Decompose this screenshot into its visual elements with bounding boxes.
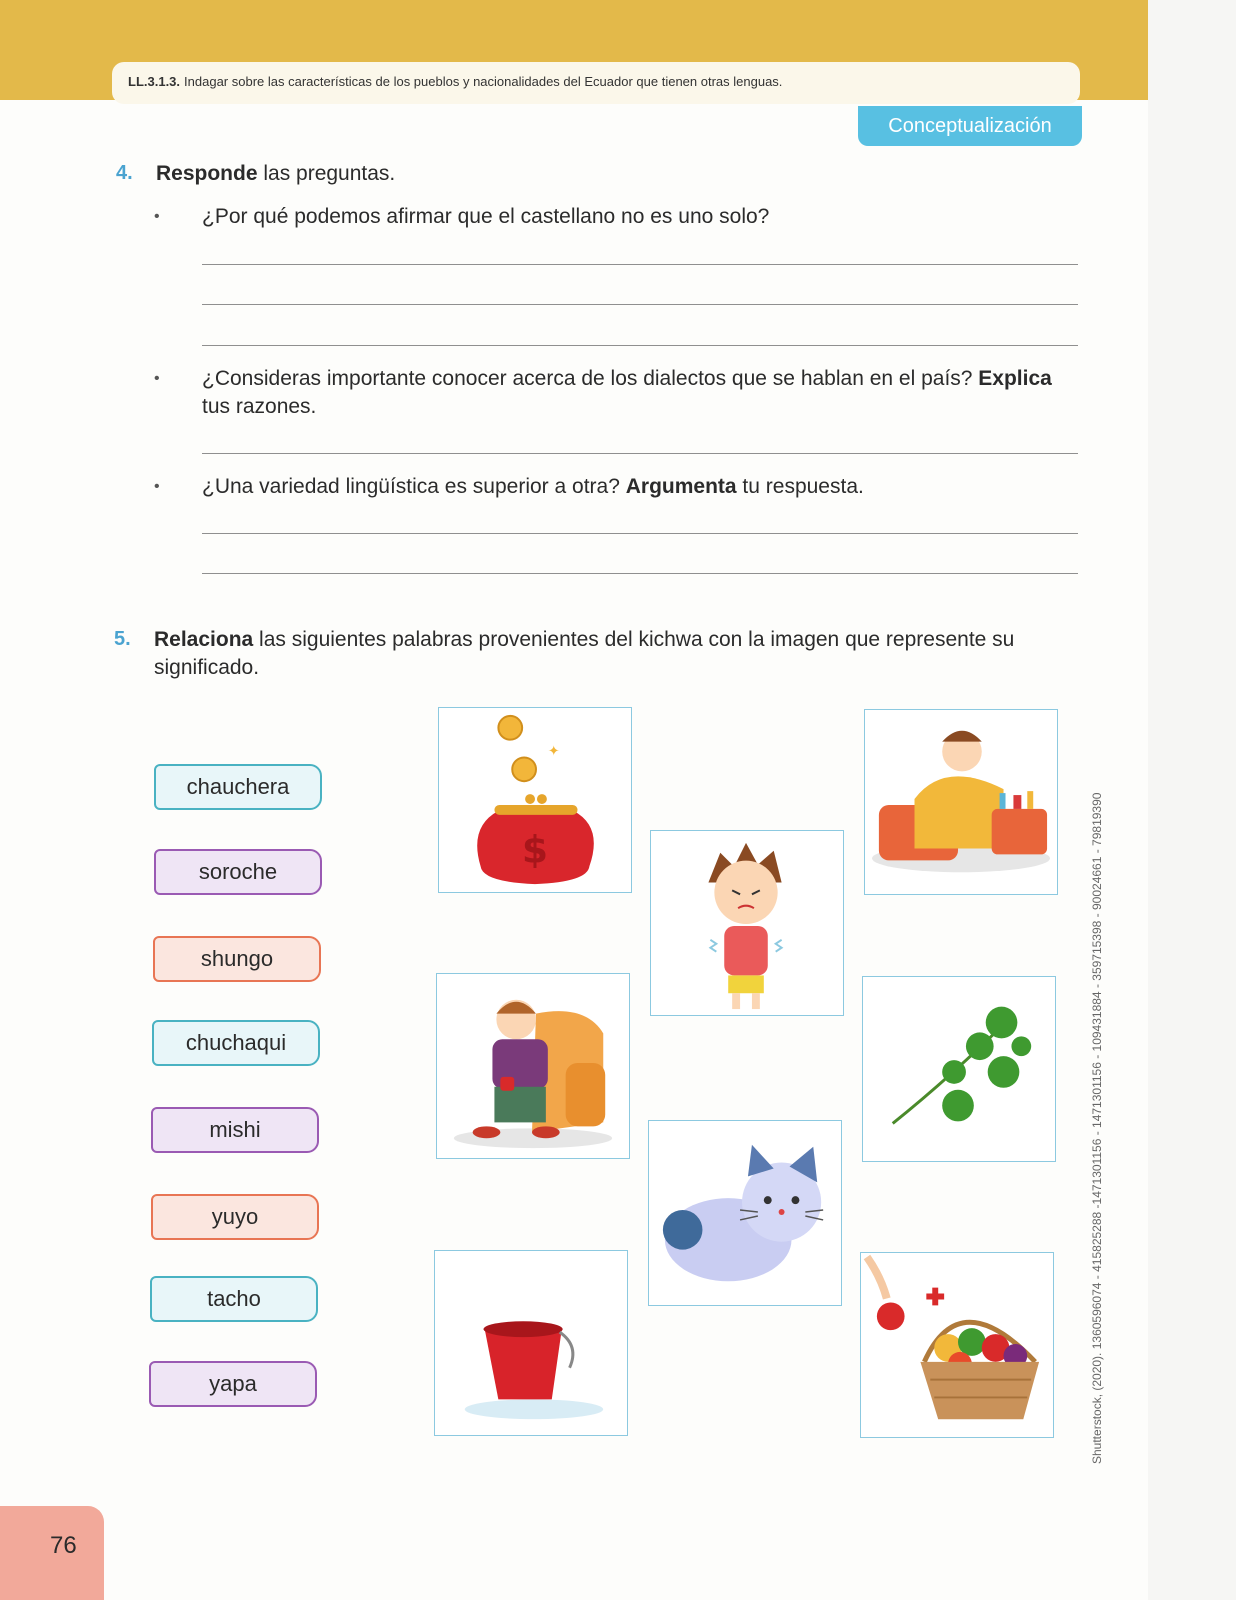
word-mishi[interactable]: mishi — [151, 1107, 319, 1153]
bucket-icon — [435, 1251, 627, 1435]
picture-hangover[interactable] — [436, 973, 630, 1159]
exercise-4-number: 4. — [116, 162, 133, 184]
bullet-1: • — [154, 208, 160, 225]
section-tag: Conceptualización — [858, 106, 1082, 146]
answer-line-4[interactable] — [202, 453, 1078, 454]
exercise-4-instruction — [156, 160, 395, 188]
word-yapa[interactable]: yapa — [149, 1361, 317, 1407]
exercise-4-verb: Responde — [156, 162, 258, 185]
question-3 — [202, 473, 1082, 501]
answer-line-6[interactable] — [202, 573, 1078, 574]
picture-coin-purse[interactable] — [438, 707, 632, 893]
page-edge — [1148, 0, 1236, 1600]
question-2-part-c: tus razones. — [202, 395, 317, 418]
exercise-4-rest: las preguntas. — [257, 162, 396, 185]
picture-herb[interactable] — [862, 976, 1056, 1162]
herb-icon — [863, 977, 1055, 1161]
page-number: 76 — [0, 1506, 104, 1600]
answer-line-2[interactable] — [202, 304, 1078, 305]
bullet-2: • — [154, 370, 160, 387]
hangover-icon — [437, 974, 629, 1158]
word-yuyo[interactable]: yuyo — [151, 1194, 319, 1240]
question-2-verb: Explica — [978, 367, 1052, 390]
fruit-basket-icon — [861, 1253, 1053, 1437]
exercise-5-rest: las siguientes palabras provenientes del kichwa con la imagen que represente su significado. — [154, 628, 1015, 679]
objective-code: LL.3.1.3. — [128, 74, 181, 89]
question-2 — [202, 365, 1082, 421]
svg-text:✦: ✦ — [547, 742, 560, 759]
exercise-5-number: 5. — [114, 628, 131, 650]
answer-line-5[interactable] — [202, 533, 1078, 534]
image-credit: Shutterstock, (2020). 1360596074 - 415825288 -1471301156 - 1471301156 - 109431884 - 359715398 - 90024661 - 79819390 — [1090, 792, 1104, 1464]
word-soroche[interactable]: soroche — [154, 849, 322, 895]
svg-text:$: $ — [521, 827, 549, 872]
word-shungo[interactable]: shungo — [153, 936, 321, 982]
picture-bucket[interactable] — [434, 1250, 628, 1436]
question-3-verb: Argumenta — [625, 475, 737, 498]
answer-line-3[interactable] — [202, 345, 1078, 346]
learning-objective — [112, 62, 1080, 104]
bullet-3: • — [154, 478, 160, 495]
picture-sick-in-bed[interactable] — [864, 709, 1058, 895]
exercise-5-verb: Relaciona — [154, 628, 254, 651]
word-tacho[interactable]: tacho — [150, 1276, 318, 1322]
question-1: ¿Por qué podemos afirmar que el castellano no es uno solo? — [202, 205, 770, 228]
picture-fruit-basket[interactable] — [860, 1252, 1054, 1438]
question-2-part-a: ¿Consideras importante conocer acerca de los dialectos que se hablan en el país? — [202, 367, 979, 390]
objective-text: Indagar sobre las características de los pueblos y nacionalidades del Ecuador que tienen otras lenguas. — [184, 74, 783, 89]
question-3-part-a: ¿Una variedad lingüística es superior a otra? — [202, 475, 626, 498]
coin-purse-icon — [439, 708, 631, 892]
cat-icon — [649, 1121, 841, 1305]
picture-cat[interactable] — [648, 1120, 842, 1306]
question-3-part-c: tu respuesta. — [736, 475, 864, 498]
picture-cold-child[interactable] — [650, 830, 844, 1016]
answer-line-1[interactable] — [202, 264, 1078, 265]
sick-in-bed-icon — [865, 710, 1057, 894]
exercise-5-instruction — [154, 626, 1054, 682]
cold-child-icon — [651, 831, 843, 1015]
word-chuchaqui[interactable]: chuchaqui — [152, 1020, 320, 1066]
word-chauchera[interactable]: chauchera — [154, 764, 322, 810]
